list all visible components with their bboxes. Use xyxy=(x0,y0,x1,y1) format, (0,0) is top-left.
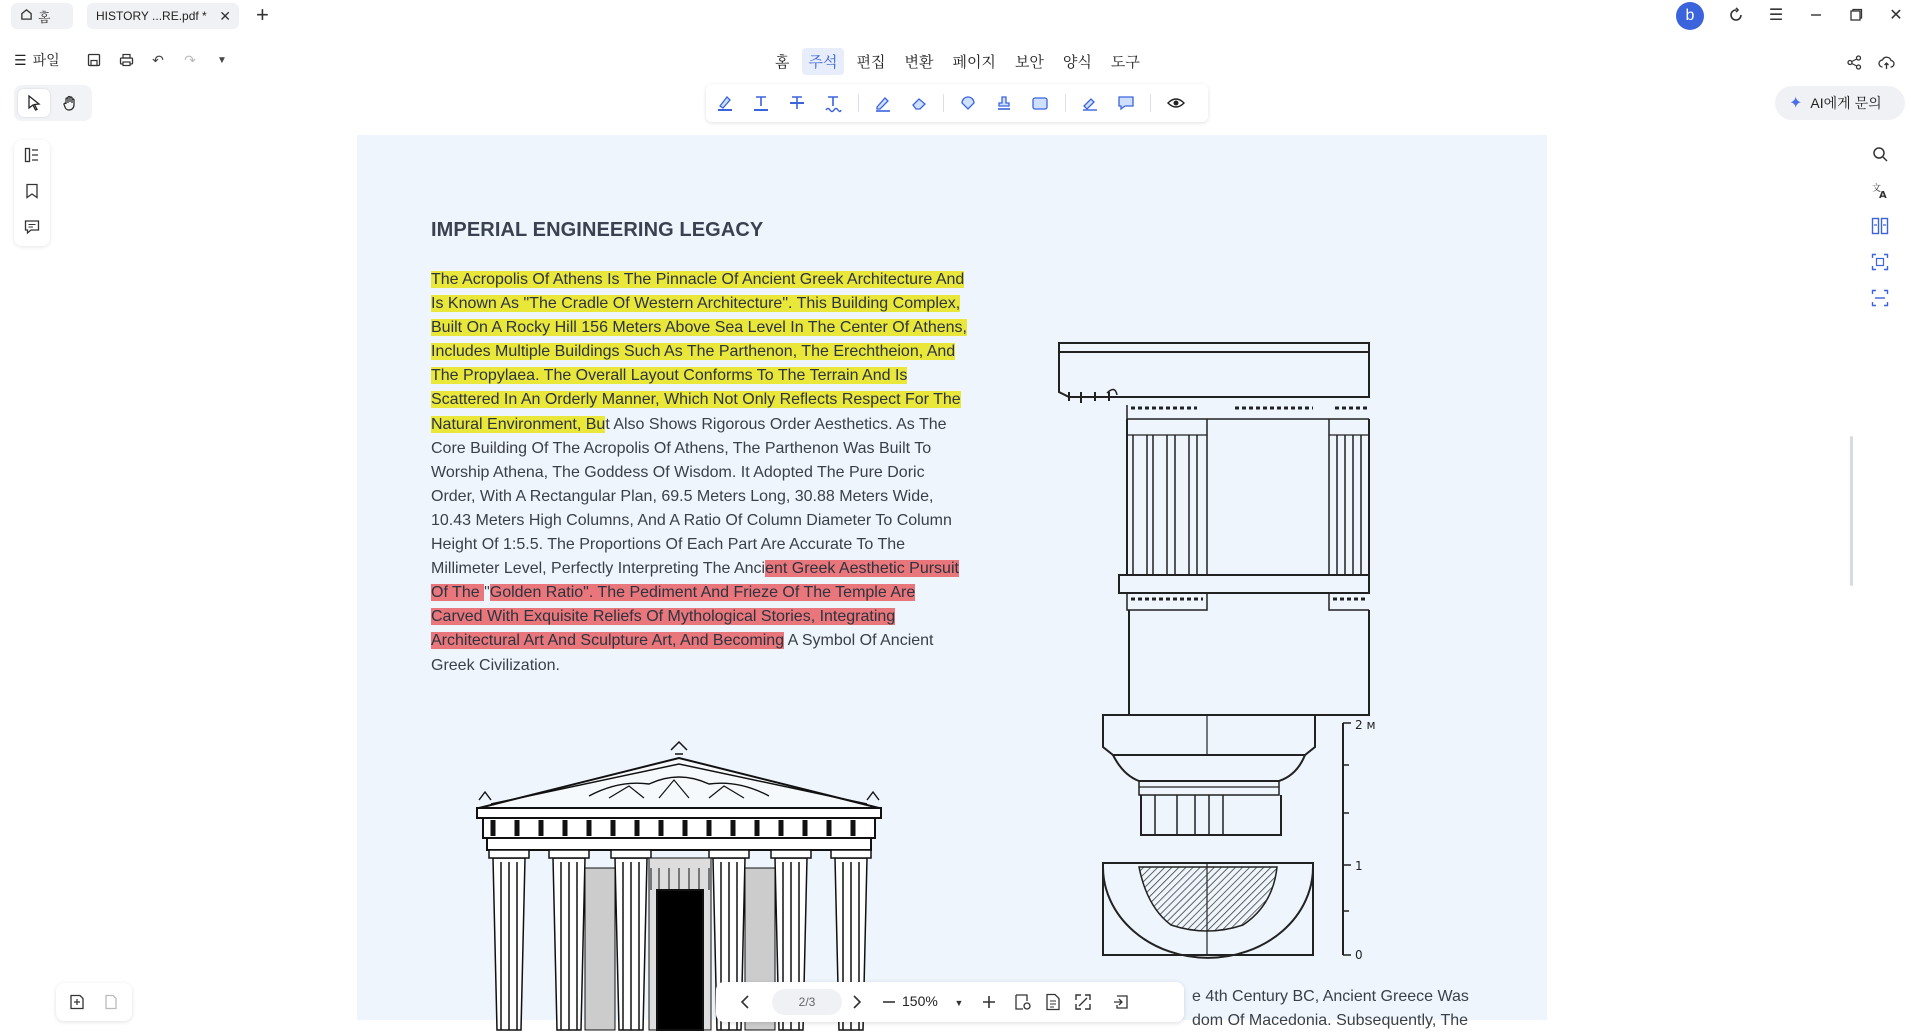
fit-page-icon[interactable] xyxy=(1110,992,1132,1012)
zoom-dropdown-icon[interactable]: ▼ xyxy=(954,998,964,1008)
scale-label-0: 0 xyxy=(1355,948,1363,962)
ask-ai-label: AI에게 문의 xyxy=(1810,95,1882,111)
file-menu-label: 파일 xyxy=(32,52,60,68)
toolbar-divider xyxy=(858,94,859,112)
page-icon[interactable] xyxy=(101,992,121,1012)
cursor-icon xyxy=(27,95,41,111)
toolbar-divider xyxy=(1150,94,1151,112)
thumbnails-icon[interactable] xyxy=(23,146,41,164)
stamp-icon[interactable] xyxy=(993,90,1016,116)
page-number-value: 2/3 xyxy=(798,995,816,1009)
scan-icon[interactable] xyxy=(1870,288,1890,308)
tab-home[interactable]: 홈 xyxy=(775,54,790,71)
tab-convert[interactable]: 변환 xyxy=(904,54,934,71)
selection-tools xyxy=(14,85,92,121)
second-paragraph-line: dom Of Macedonia. Subsequently, The xyxy=(1192,1012,1469,1029)
close-tab-icon[interactable]: ✕ xyxy=(219,8,231,24)
menu-row xyxy=(0,44,1916,76)
toolbar-divider xyxy=(1065,94,1066,112)
cloud-upload-icon[interactable] xyxy=(1876,52,1896,72)
right-side-panel xyxy=(1862,140,1898,320)
highlight-icon[interactable] xyxy=(714,90,737,116)
compare-icon[interactable] xyxy=(1870,216,1890,236)
print-icon[interactable] xyxy=(116,50,136,70)
document-page xyxy=(357,135,1547,1029)
main-tabs xyxy=(768,48,1152,75)
strikethrough-icon[interactable] xyxy=(786,90,809,116)
second-paragraph-line: e 4th Century BC, Ancient Greece Was xyxy=(1192,988,1469,1005)
share-icon[interactable] xyxy=(1844,52,1864,72)
page-navigation-bar xyxy=(716,982,1184,1022)
attachment-icon[interactable] xyxy=(1029,90,1052,116)
bookmark-icon[interactable] xyxy=(23,182,41,200)
avatar[interactable] xyxy=(1676,2,1704,30)
document-tab-label: HISTORY ...RE.pdf * xyxy=(96,9,207,23)
svg-text:A: A xyxy=(1879,190,1887,201)
comment-icon[interactable] xyxy=(1114,90,1137,116)
undo-icon[interactable]: ↶ xyxy=(152,51,164,68)
zoom-in-button[interactable] xyxy=(978,992,1000,1012)
eye-icon[interactable] xyxy=(1164,90,1187,116)
signature-icon[interactable] xyxy=(1079,90,1102,116)
left-side-panel xyxy=(14,140,50,246)
avatar-letter: b xyxy=(1685,7,1695,24)
vertical-scrollbar[interactable] xyxy=(1850,436,1853,586)
shape-icon[interactable] xyxy=(957,90,980,116)
body-text: " xyxy=(484,584,490,602)
menu-icon[interactable]: ☰ xyxy=(1768,7,1784,24)
file-menu-button[interactable] xyxy=(14,50,60,70)
minimize-icon[interactable] xyxy=(1804,3,1828,27)
doric-column-drawing xyxy=(1047,235,1447,962)
red-highlight[interactable]: Golden Ratio". The Pediment And Frieze Of The Temple Are Carved With Exquisite Reliefs Of Mythological Stories, Integrating Architectural Art And Sculpture Art, And Becoming xyxy=(431,584,916,650)
translate-icon[interactable] xyxy=(1870,180,1890,200)
tab-page[interactable]: 페이지 xyxy=(952,54,996,71)
close-window-icon[interactable]: ✕ xyxy=(1889,7,1903,24)
red-highlight[interactable]: ent Greek Aesthetic Pursuit Of The xyxy=(431,560,959,602)
save-icon[interactable] xyxy=(84,50,104,70)
page-number-input[interactable] xyxy=(772,989,842,1015)
underline-icon[interactable] xyxy=(750,90,773,116)
hand-icon xyxy=(62,95,78,111)
svg-text:文: 文 xyxy=(1872,184,1882,194)
add-note-icon[interactable] xyxy=(67,992,87,1012)
hand-tool-button[interactable] xyxy=(54,89,86,117)
bottom-left-toolbar xyxy=(56,983,132,1021)
eraser-icon[interactable] xyxy=(907,90,930,116)
select-tool-button[interactable] xyxy=(18,89,50,117)
annotation-toolbar xyxy=(706,84,1208,122)
new-tab-button[interactable]: + xyxy=(256,2,269,27)
hamburger-icon: ☰ xyxy=(14,51,27,68)
scale-label-1: 1 xyxy=(1355,859,1363,873)
toolbar-divider xyxy=(943,94,944,112)
pen-icon[interactable] xyxy=(871,90,894,116)
title-bar xyxy=(0,0,1916,30)
zoom-out-button[interactable] xyxy=(878,992,900,1012)
page-view-icon[interactable] xyxy=(1042,992,1064,1012)
body-text: A Symbol Of Ancient Greek Civilization. xyxy=(431,632,934,674)
squiggly-icon[interactable] xyxy=(822,90,845,116)
ask-ai-button[interactable] xyxy=(1775,86,1905,120)
ocr-icon[interactable] xyxy=(1870,252,1890,272)
search-icon[interactable] xyxy=(1870,144,1890,164)
document-tab[interactable] xyxy=(87,3,239,29)
tab-tools[interactable]: 도구 xyxy=(1110,54,1140,71)
tab-form[interactable]: 양식 xyxy=(1062,54,1092,71)
redo-icon[interactable]: ↷ xyxy=(184,51,196,68)
home-tab[interactable] xyxy=(11,3,73,29)
quick-access-dropdown-icon[interactable]: ▼ xyxy=(217,54,227,66)
tab-edit[interactable]: 편집 xyxy=(856,54,886,71)
restore-icon[interactable] xyxy=(1844,3,1868,27)
body-paragraph xyxy=(431,268,971,678)
next-page-button[interactable] xyxy=(846,992,868,1012)
tab-security[interactable]: 보안 xyxy=(1014,54,1044,71)
tab-annotate[interactable]: 주석 xyxy=(802,48,845,75)
sparkle-icon: ✦ xyxy=(1789,95,1803,112)
yellow-highlight[interactable]: The Acropolis Of Athens Is The Pinnacle Of Ancient Greek Architecture And Is Known As "The Cradle Of Western Architecture". This Building Complex, Built On A Rocky Hill 156 Meters Above Sea Level In The Center Of Athens, Includes Multiple Buildings Such As The Parthenon, The Erechtheion, And The Propylaea. The Overall Layout Conforms To The Terrain And Is Scattered In An Orderly Manner, Which Not Only Reflects Respect For The Natural Environment, Bu xyxy=(431,271,967,433)
page-heading: IMPERIAL ENGINEERING LEGACY xyxy=(431,219,764,241)
scale-label-2m: 2 м xyxy=(1355,718,1376,732)
body-text: t Also Shows Rigorous Order Aesthetics. As The Core Building Of The Acropolis Of Athens, The Parthenon Was Built To Worship Athena, The Goddess Of Wisdom. It Adopted The Pure Doric Order, With A Rectangular Plan, 69.5 Meters Long, 30.88 Meters Wide, 10.43 Meters High Columns, And A Ratio Of Column Diameter To Column Height Of 1:5.5. The Proportions Of Each Part Are Accurate To The Millimeter Level, Perfectly Interpreting The Anci xyxy=(431,415,952,578)
read-mode-icon[interactable] xyxy=(1012,992,1034,1012)
fullscreen-icon[interactable] xyxy=(1072,992,1094,1012)
home-tab-label: 홈 xyxy=(38,9,51,25)
comments-panel-icon[interactable] xyxy=(23,218,41,236)
zoom-level[interactable]: 150% xyxy=(902,993,938,1009)
previous-page-button[interactable] xyxy=(734,992,756,1012)
second-paragraph xyxy=(1192,985,1552,1033)
home-icon xyxy=(20,8,33,24)
refresh-icon[interactable] xyxy=(1724,3,1748,27)
